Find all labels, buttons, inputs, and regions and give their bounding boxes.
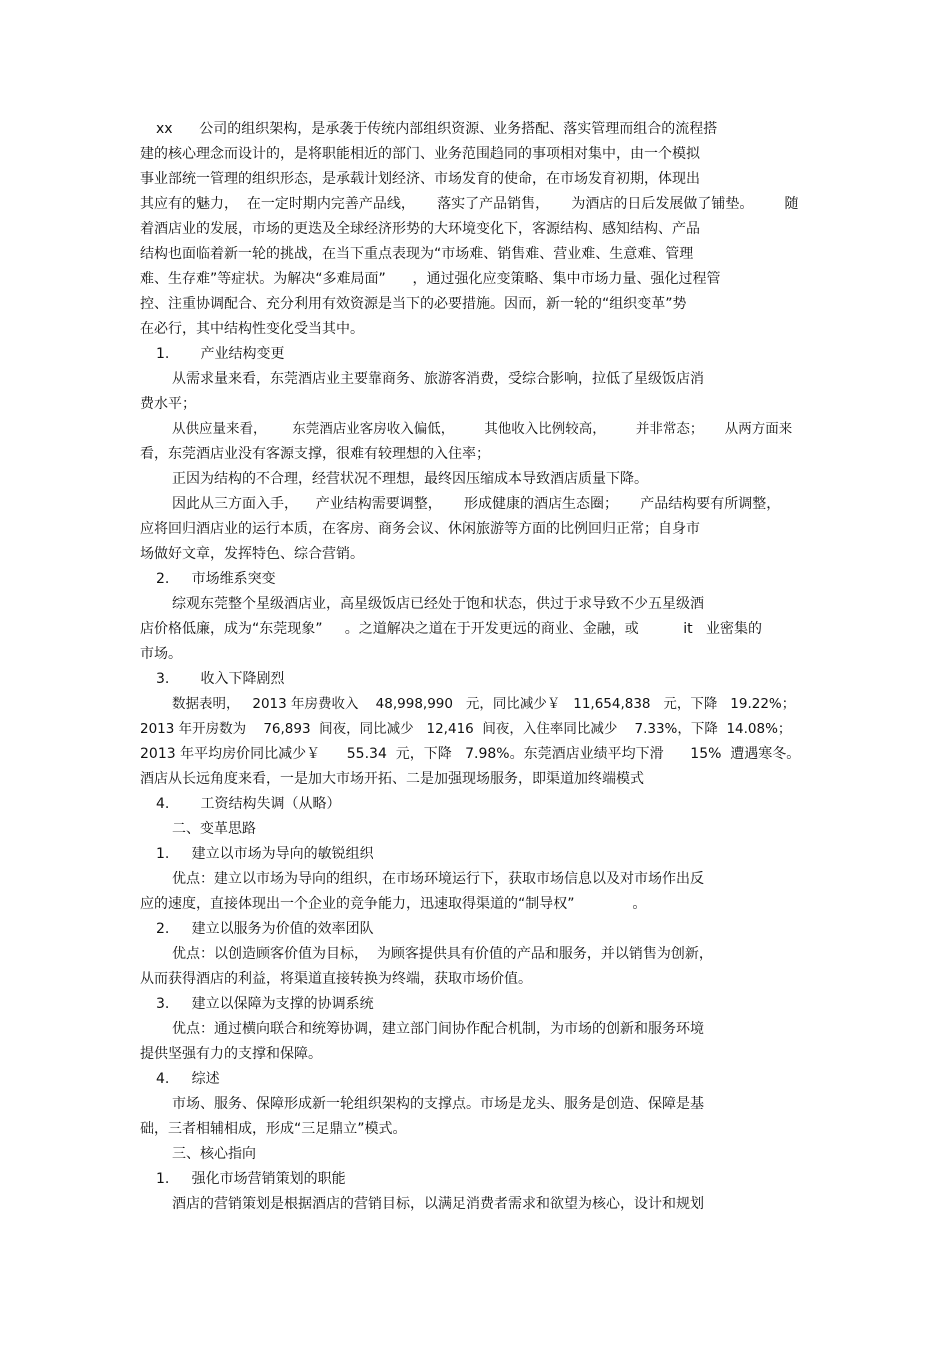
section-heading: 4. 工资结构失调（从略） xyxy=(156,796,341,812)
text-line: 从而获得酒店的利益，将渠道直接转换为终端，获取市场价值。 xyxy=(140,971,532,987)
text-line: 场做好文章，发挥特色、综合营销。 xyxy=(140,546,364,562)
text-line: 结构也面临着新一轮的挑战，在当下重点表现为“市场难、销售难、营业难、生意难、管理 xyxy=(140,246,694,262)
section-heading: 3. 收入下降剧烈 xyxy=(156,671,285,687)
text-line: 控、注重协调配合、充分利用有效资源是当下的必要措施。因而，新一轮的“组织变革”势 xyxy=(140,296,687,312)
text-line: 市场。 xyxy=(140,646,182,662)
text-line: 酒店的营销策划是根据酒店的营销目标，以满足消费者需求和欲望为核心，设计和规划 xyxy=(172,1196,704,1212)
section-heading: 2. 建立以服务为价值的效率团队 xyxy=(156,921,374,937)
text-line: 应的速度，直接体现出一个企业的竞争能力，迅速取得渠道的“制导权” 。 xyxy=(140,896,647,912)
text-line: 从需求量来看，东莞酒店业主要靠商务、旅游客消费，受综合影响，拉低了星级饭店消 xyxy=(172,371,704,387)
section-heading: 1. 产业结构变更 xyxy=(156,346,285,362)
section-heading: 3. 建立以保障为支撑的协调系统 xyxy=(156,996,374,1012)
text-line: 酒店从长远角度来看，一是加大市场开拓、二是加强现场服务，即渠道加终端模式 xyxy=(140,771,644,787)
text-line: 在必行，其中结构性变化受当其中。 xyxy=(140,321,364,337)
text-line: 从供应量来看， 东莞酒店业客房收入偏低， 其他收入比例较高， 并非常态； 从两方面来 xyxy=(172,421,793,437)
text-line: 市场、服务、保障形成新一轮组织架构的支撑点。市场是龙头、服务是创造、保障是基 xyxy=(172,1096,704,1112)
text-line: 优点：建立以市场为导向的组织，在市场环境运行下，获取市场信息以及对市场作出反 xyxy=(172,871,704,887)
text-line: 费水平； xyxy=(140,396,196,412)
text-line: 难、生存难”等症状。为解决“多难局面” ，通过强化应变策略、集中市场力量、强化过程管 xyxy=(140,271,721,287)
text-line: 建的核心理念而设计的，是将职能相近的部门、业务范围趋同的事项相对集中，由一个模拟 xyxy=(140,146,700,162)
text-line: 2013 年开房数为 76,893 间夜，同比减少 12,416 间夜，入住率同比减少 7.33%，下降 14.08%； xyxy=(140,721,792,737)
text-line: 事业部统一管理的组织形态，是承载计划经济、市场发育的使命，在市场发育初期，体现出 xyxy=(140,171,700,187)
section-heading: 1. 强化市场营销策划的职能 xyxy=(156,1171,346,1187)
section-heading: 2. 市场维系突变 xyxy=(156,571,276,587)
text-line: 2013 年平均房价同比减少￥ 55.34 元，下降 7.98%。东莞酒店业绩平均下滑 15% 遭遇寒冬。 xyxy=(140,746,801,762)
text-line: 础，三者相辅相成，形成“三足鼎立”模式。 xyxy=(140,1121,407,1137)
chapter-heading: 三、核心指向 xyxy=(172,1146,256,1162)
text-line: 优点：通过横向联合和统筹协调，建立部门间协作配合机制，为市场的创新和服务环境 xyxy=(172,1021,704,1037)
text-line: xx 公司的组织架构，是承袭于传统内部组织资源、业务搭配、落实管理而组合的流程搭 xyxy=(156,121,718,137)
text-line: 店价格低廉，成为“东莞现象” 。之道解决之道在于开发更远的商业、金融，或 it 业密集的 xyxy=(140,621,762,637)
section-heading: 1. 建立以市场为导向的敏锐组织 xyxy=(156,846,374,862)
section-heading: 4. 综述 xyxy=(156,1071,220,1087)
text-line: 其应有的魅力， 在一定时期内完善产品线， 落实了产品销售， 为酒店的日后发展做了铺垫。 随 xyxy=(140,196,799,212)
text-line: 综观东莞整个星级酒店业，高星级饭店已经处于饱和状态，供过于求导致不少五星级酒 xyxy=(172,596,704,612)
text-line: 看，东莞酒店业没有客源支撑，很难有较理想的入住率； xyxy=(140,446,490,462)
text-line: 应将回归酒店业的运行本质，在客房、商务会议、休闲旅游等方面的比例回归正常；自身市 xyxy=(140,521,700,537)
text-line: 着酒店业的发展，市场的更迭及全球经济形势的大环境变化下，客源结构、感知结构、产品 xyxy=(140,221,700,237)
text-line: 提供坚强有力的支撑和保障。 xyxy=(140,1046,322,1062)
text-line: 因此从三方面入手， 产业结构需要调整， 形成健康的酒店生态圈； 产品结构要有所调整， xyxy=(172,496,781,512)
text-line: 数据表明， 2013 年房费收入 48,998,990 元，同比减少￥ 11,654,838 元，下降 19.22%； xyxy=(172,696,796,712)
text-line: 优点：以创造顾客价值为目标， 为顾客提供具有价值的产品和服务，并以销售为创新， xyxy=(172,946,713,962)
chapter-heading: 二、变革思路 xyxy=(172,821,256,837)
text-line: 正因为结构的不合理，经营状况不理想，最终因压缩成本导致酒店质量下降。 xyxy=(172,471,648,487)
